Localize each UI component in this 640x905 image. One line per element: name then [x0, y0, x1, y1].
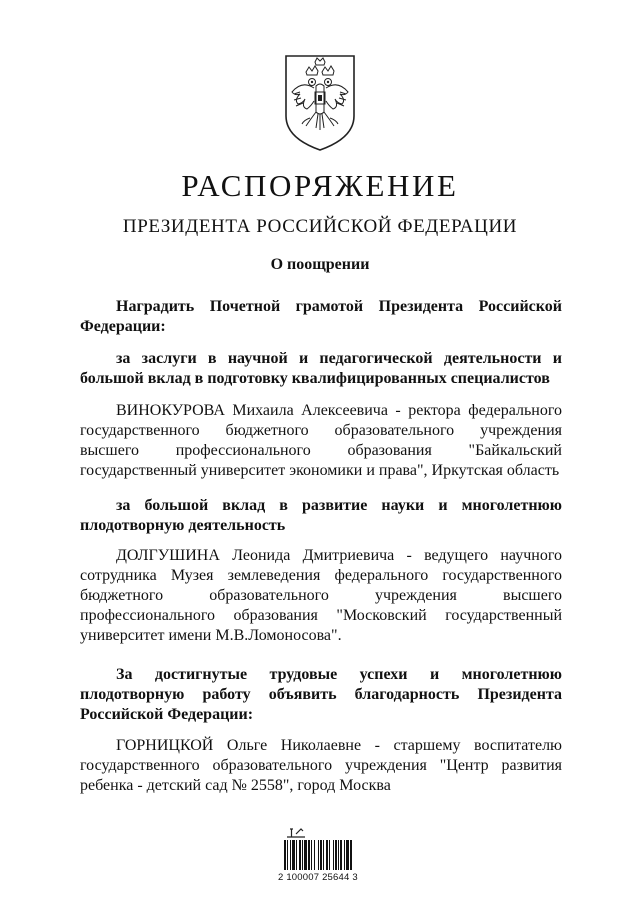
award-order-paragraph — [80, 297, 562, 337]
barcode-number: 2 100007 25644 3 — [278, 872, 358, 883]
text-line: высшего профессионального образования "Байкальский — [80, 442, 562, 459]
coat-of-arms-emblem — [282, 52, 358, 152]
award-reason-paragraph — [80, 349, 562, 389]
text-line: профессионального образования "Московский государственный — [80, 607, 562, 624]
text-line: большой вклад в подготовку квалифицированных специалистов — [80, 370, 550, 387]
barcode — [284, 840, 360, 870]
document-heading: О поощрении — [270, 256, 370, 273]
text-line: плодотворную работу объявить благодарность Президента — [80, 686, 562, 703]
text-line: государственного бюджетного образовательного учреждения — [80, 422, 562, 439]
text-line: ВИНОКУРОВА Михаила Алексеевича - ректора федерального — [116, 402, 562, 419]
document-title: РАСПОРЯЖЕНИЕ — [181, 168, 459, 203]
awardee-paragraph — [80, 546, 562, 646]
text-line: за заслуги в научной и педагогической деятельности и — [116, 350, 562, 367]
text-line: университет имени М.В.Ломоносова". — [80, 627, 342, 644]
registration-mark-icon — [284, 826, 308, 838]
text-line: государственный университет экономики и права", Иркутская область — [80, 462, 560, 479]
text-line: бюджетного образовательного учреждения высшего — [80, 587, 562, 604]
document-subtitle: ПРЕЗИДЕНТА РОССИЙСКОЙ ФЕДЕРАЦИИ — [122, 216, 518, 237]
barcode-block — [278, 826, 368, 886]
text-line: ребенка - детский сад № 2558", город Москва — [80, 777, 391, 794]
text-line: ДОЛГУШИНА Леонида Дмитриевича - ведущего научного — [116, 547, 562, 564]
awardee-paragraph — [80, 736, 562, 796]
text-line: государственного образовательного учреждения "Центр развития — [80, 757, 562, 774]
text-line: Наградить Почетной грамотой Президента Российской — [116, 298, 562, 315]
text-line: За достигнутые трудовые успехи и многолетнюю — [116, 666, 562, 683]
awardee-paragraph — [80, 401, 562, 481]
text-line: за большой вклад в развитие науки и многолетнюю — [116, 497, 562, 514]
text-line: ГОРНИЦКОЙ Ольге Николаевне - старшему воспитателю — [116, 737, 562, 754]
gratitude-order-paragraph — [80, 665, 562, 725]
text-line: Федерации: — [80, 318, 166, 335]
award-reason-paragraph — [80, 496, 562, 536]
text-line: Российской Федерации: — [80, 706, 254, 723]
text-line: сотрудника Музея землеведения федерального государственного — [80, 567, 562, 584]
text-line: плодотворную деятельность — [80, 517, 286, 534]
